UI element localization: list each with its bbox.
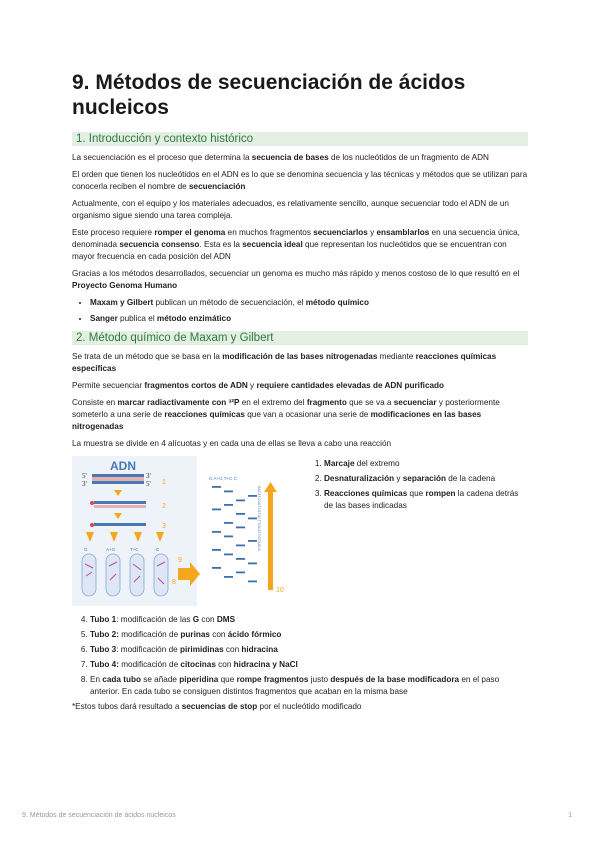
dna-strand: [92, 481, 144, 484]
p32-label-dot: [90, 501, 94, 505]
list-item: 1. Marcaje del extremo: [324, 458, 526, 470]
list-item: • Maxam y Gilbert publican un método de secuenciación, el método químico: [90, 297, 528, 309]
page-content: [72, 70, 528, 718]
adn-label: ADN: [110, 459, 136, 473]
dna-strand: [94, 505, 146, 508]
gel-band: [236, 513, 245, 515]
gel-band: [224, 522, 233, 524]
list-item: 6. Tubo 3: modificación de pirimidinas con hidracina: [90, 644, 528, 656]
prime-label: 5': [146, 480, 151, 488]
step-number: 10: [276, 587, 284, 594]
list-item: 5. Tubo 2: modificación de purinas con ácido fórmico: [90, 629, 528, 641]
gel-band: [236, 527, 245, 529]
page-title: 9. Métodos de secuenciación de ácidos nucleicos: [72, 71, 466, 119]
gel-band: [248, 518, 257, 520]
section-heading-intro: 1. Introducción y contexto histórico: [72, 132, 528, 146]
tube-1: [82, 554, 96, 596]
up-arrow-icon: [264, 482, 277, 492]
dna-strand: [92, 477, 144, 481]
list-item: 7. Tubo 4: modificación de citocinas con hidracina y NaCl: [90, 659, 528, 671]
tube-step-list: [72, 614, 528, 698]
paragraph: Actualmente, con el equipo y los materiales adecuados, es relativamente sencillo, aunque secuenciar todo el ADN de un organismo sigue siendo una tarea compleja.: [72, 199, 509, 220]
gel-band: [236, 558, 245, 560]
figure-step-list: [306, 458, 526, 512]
prime-label: 3': [82, 480, 87, 488]
maxam-gilbert-figure: [72, 456, 302, 606]
page-footer: [22, 812, 572, 819]
paragraph: La muestra se divide en 4 alícuotas y en cada una de ellas se lleva a cabo una reacción: [72, 439, 392, 448]
list-item: 8. En cada tubo se añade piperidina que rompe fragmentos justo después de la base modificadora en el paso anterior. En cada tubo se consiguen distintos fragmentos que acaban en la misma base: [90, 674, 528, 698]
gel-band: [224, 491, 233, 493]
dna-strand: [94, 501, 146, 504]
gel-band: [236, 500, 245, 502]
gel-band: [212, 486, 221, 488]
gel-band: [224, 504, 233, 506]
paragraph: Se trata de un método que se basa en la modificación de las bases nitrogenadas mediante reacciones químicas específicas: [72, 352, 497, 373]
progress-arrow-shaft: [268, 490, 273, 590]
figure-row: [72, 456, 528, 606]
step-number: 9: [178, 557, 182, 564]
step-number: 2: [162, 503, 166, 510]
dna-strand: [92, 474, 144, 477]
tube-label: G: [84, 547, 88, 552]
gel-band: [212, 567, 221, 569]
gel-band: [212, 531, 221, 533]
tube-label: C: [156, 547, 160, 552]
footer-title: 9. Métodos de secuenciación de ácidos nucleicos: [22, 812, 176, 819]
gel-band: [224, 536, 233, 538]
step-number: 1: [162, 479, 166, 486]
prime-label: 5': [82, 472, 87, 480]
gel-header: G A+G T+C C: [209, 476, 237, 481]
sequencing-diagram: [72, 456, 302, 606]
paragraph: Permite secuenciar fragmentos cortos de ADN y requiere cantidades elevadas de ADN purificado: [72, 381, 445, 390]
paragraph: Gracias a los métodos desarrollados, secuenciar un genoma es mucho más rápido y menos costoso de lo que resultó en el Proyecto Genoma Humano: [72, 269, 520, 290]
step-number: 3: [162, 523, 166, 530]
section-heading-maxam-gilbert: 2. Método químico de Maxam y Gilbert: [72, 331, 528, 345]
gel-band: [224, 554, 233, 556]
prime-label: 3': [146, 472, 151, 480]
tube-4: [154, 554, 168, 596]
gel-band: [248, 563, 257, 565]
gel-band: [248, 581, 257, 583]
tube-3: [130, 554, 144, 596]
gel-band: [224, 576, 233, 578]
p32-label-dot: [90, 523, 94, 527]
gel-band: [248, 495, 257, 497]
list-item: 3. Reacciones químicas que rompen la cadena detrás de las bases indicadas: [324, 488, 526, 512]
gel-bands: [212, 486, 257, 582]
tube-label: T+C: [130, 547, 139, 552]
list-item: 2. Desnaturalización y separación de la cadena: [324, 473, 526, 485]
gel-sequence: GACATCGATCGTACTTGCATCGTAGCA: [256, 486, 260, 551]
step-number: 8: [172, 579, 176, 586]
figure-steps: [306, 456, 526, 606]
paragraph: La secuenciación es el proceso que determina la secuencia de bases de los nucleótidos de un fragmento de ADN: [72, 153, 489, 162]
gel-band: [236, 545, 245, 547]
paragraph: El orden que tienen los nucleótidos en el ADN es lo que se denomina secuencia y las técnicas y métodos que se utilizan para conocerla reciben el nombre de secuenciación: [72, 170, 528, 191]
list-item: 4. Tubo 1: modificación de las G con DMS: [90, 614, 528, 626]
list-item: • Sanger publica el método enzimático: [90, 313, 528, 325]
page-number: 1: [568, 812, 572, 819]
gel-band: [236, 572, 245, 574]
paragraph: Consiste en marcar radiactivamente con ³²P en el extremo del fragmento que se va a secuenciar y posteriormente someterlo a una serie de reacciones químicas que van a ocasionar una serie de modificaciones en las bases nitrogenadas: [72, 398, 500, 431]
tube-2: [106, 554, 120, 596]
gel-band: [212, 509, 221, 511]
footnote: *Estos tubos dará resultado a secuencias de stop por el nucleótido modificado: [72, 702, 362, 711]
tube-label: A+G: [106, 547, 116, 552]
bullet-list: [72, 297, 528, 325]
gel-band: [248, 540, 257, 542]
gel-band: [212, 549, 221, 551]
dna-strand: [94, 523, 146, 526]
paragraph: Este proceso requiere romper el genoma en muchos fragmentos secuenciarlos y ensamblarlos en una secuencia única, denominada secuencia consenso. Esta es la secuencia ideal que representan los nucleótidos que se encuentran con mayor frecuencia en cada posición del ADN: [72, 228, 520, 261]
